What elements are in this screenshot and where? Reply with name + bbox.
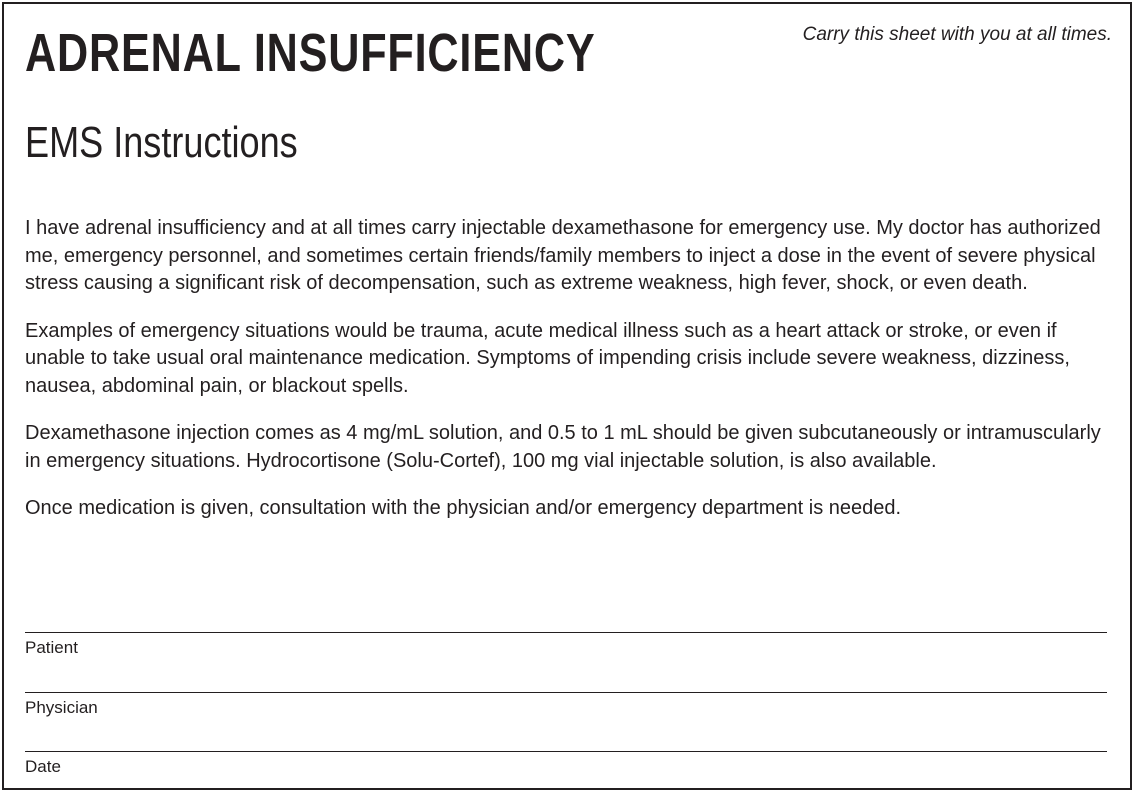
date-field[interactable] xyxy=(25,751,1107,777)
patient-signature-line[interactable] xyxy=(25,632,1107,633)
physician-label: Physician xyxy=(25,698,98,717)
date-label: Date xyxy=(25,757,61,776)
instructions-body xyxy=(25,215,1115,543)
patient-label: Patient xyxy=(25,638,78,657)
paragraph-consultation: Once medication is given, consultation with the physician and/or emergency department is needed. xyxy=(25,497,902,519)
date-line[interactable] xyxy=(25,751,1107,752)
physician-signature-line[interactable] xyxy=(25,692,1107,693)
ems-instruction-card xyxy=(2,2,1132,790)
carry-note: Carry this sheet with you at all times. xyxy=(802,24,1112,45)
document-title: ADRENAL INSUFFICIENCY xyxy=(25,23,596,83)
paragraph-dosage: Dexamethasone injection comes as 4 mg/mL solution, and 0.5 to 1 mL should be given subcutaneously or intramuscularly in emergency situations. Hydrocortisone (Solu-Cortef), 100 mg vial injectable solution, is also available. xyxy=(25,422,1101,472)
physician-signature-field[interactable] xyxy=(25,692,1107,718)
patient-signature-field[interactable] xyxy=(25,632,1107,658)
paragraph-condition: I have adrenal insufficiency and at all times carry injectable dexamethasone for emergency use. My doctor has authorized me, emergency personnel, and sometimes certain friends/family members to inject a dose in the event of severe physical stress causing a significant risk of decompensation, such as extreme weakness, high fever, shock, or even death. xyxy=(25,217,1101,294)
section-subtitle: EMS Instructions xyxy=(25,118,298,167)
paragraph-emergency-examples: Examples of emergency situations would be trauma, acute medical illness such as a heart attack or stroke, or even if unable to take usual oral maintenance medication. Symptoms of impending crisis include severe weakness, dizziness, nausea, abdominal pain, or blackout spells. xyxy=(25,319,1070,397)
